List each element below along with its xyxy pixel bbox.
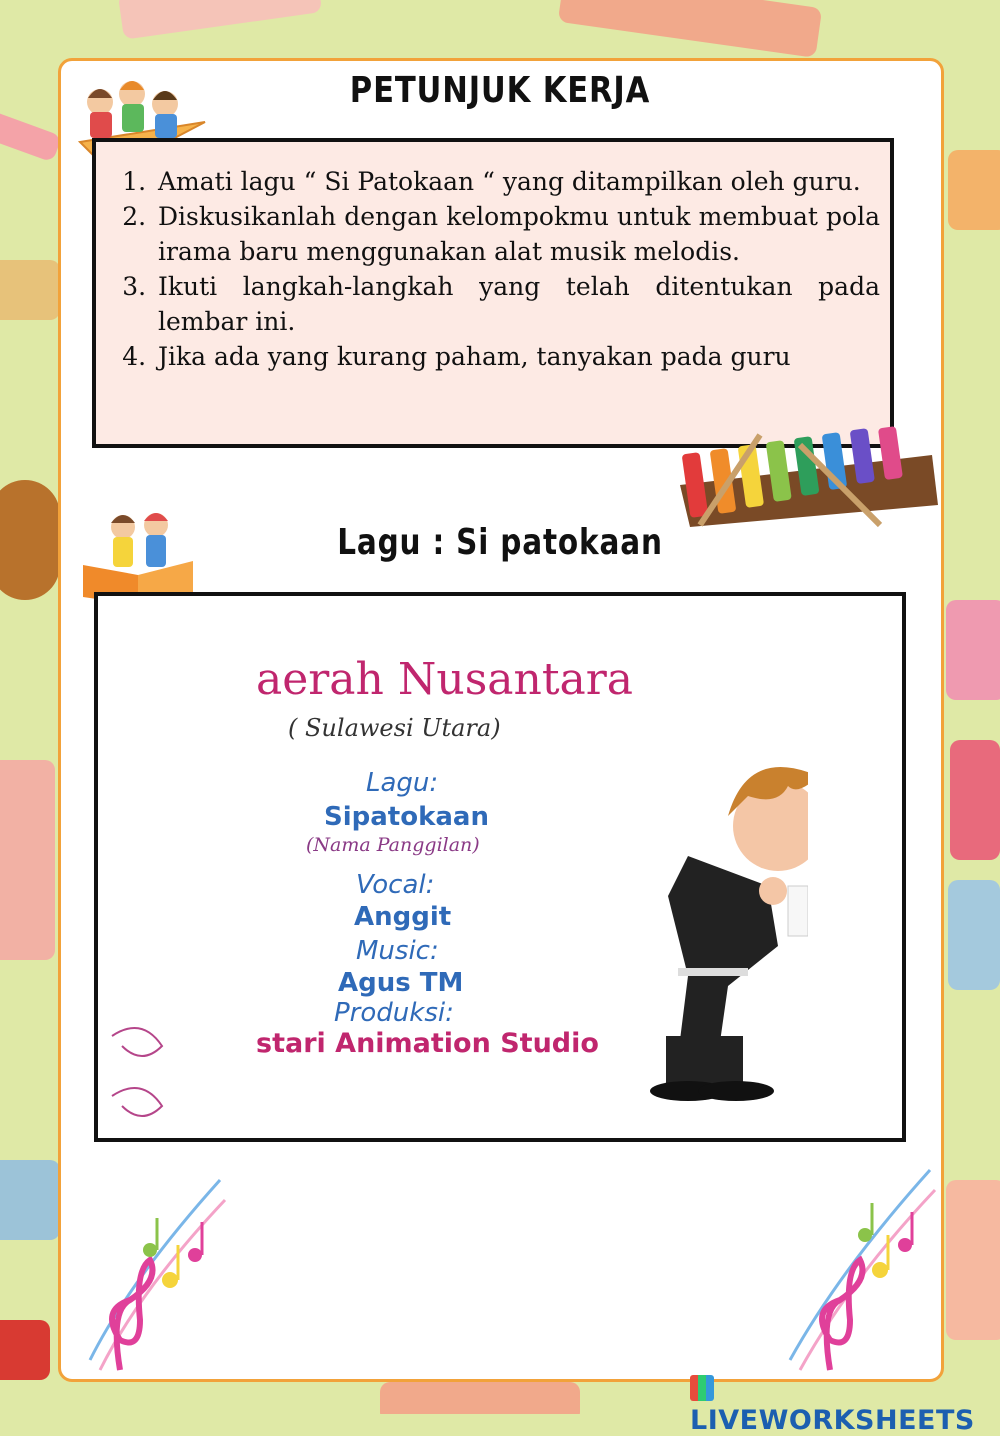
- treble-clef-notes-icon: [70, 1160, 230, 1380]
- treble-clef-notes-icon: [780, 1150, 940, 1380]
- song-heading: Lagu : Si patokaan: [337, 522, 663, 563]
- video-thumbnail[interactable]: [94, 592, 906, 1142]
- song-name: Sipatokaan: [324, 802, 489, 832]
- instruction-item: 3. Ikuti langkah-langkah yang telah ditentukan pada lembar ini.: [154, 269, 880, 339]
- page-title: PETUNJUK KERJA: [349, 70, 651, 111]
- music-name: Agus TM: [338, 968, 464, 998]
- instructions-list: [96, 142, 890, 374]
- instructions-box: [92, 138, 894, 448]
- production-label: Produksi:: [334, 998, 454, 1028]
- flourish-ornament: [102, 1016, 172, 1136]
- liveworksheets-watermark: [690, 1374, 1000, 1436]
- video-title: aerah Nusantara: [256, 654, 634, 705]
- song-nickname: (Nama Panggilan): [306, 834, 480, 856]
- instruction-item: 1. Amati lagu “ Si Patokaan “ yang ditampilkan oleh guru.: [154, 164, 880, 199]
- xylophone-icon: [670, 425, 945, 535]
- liveworksheets-logo-icon: [690, 1375, 714, 1401]
- song-label: Lagu:: [366, 768, 439, 798]
- instruction-item: 4. Jika ada yang kurang paham, tanyakan pada guru: [154, 339, 880, 374]
- instruction-item: 2. Diskusikanlah dengan kelompokmu untuk membuat pola irama baru menggunakan alat musik melodis.: [154, 199, 880, 269]
- studio-name: stari Animation Studio: [256, 1028, 599, 1059]
- boy-bowing-illustration: [578, 736, 808, 1106]
- music-label: Music:: [356, 936, 439, 966]
- vocal-name: Anggit: [354, 902, 452, 932]
- watermark-text: LIVEWORKSHEETS: [690, 1405, 975, 1436]
- video-region: ( Sulawesi Utara): [288, 714, 501, 742]
- vocal-label: Vocal:: [356, 870, 435, 900]
